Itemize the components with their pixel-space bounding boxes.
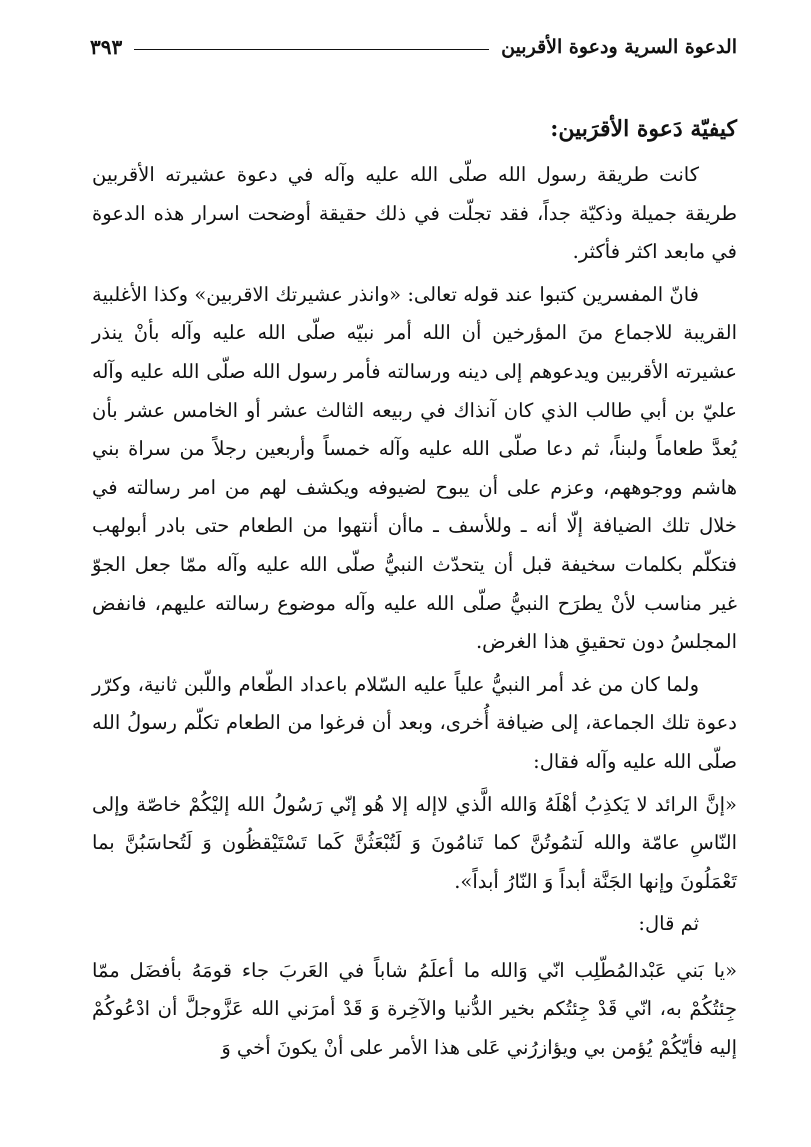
quote-second-speech: «يا بَني عَبْدالمُطّلِب انّي وَالله ما أعلَمُ شاباً في العَربَ جاء قومَهُ بأفضَل ممّا جِئتُكُمْ به، انّي قَدْ جِئتُكم بخير الدُّنيا والآخِرة وَ قَدْ أمرَني الله عَزَّوجلَّ أن ادْعُوكُمْ إليه فأيّكُمْ يُؤمن بي ويؤازرُني عَلى هذا الأمر على أنْ يكونَ أخي وَ <box>92 958 737 1060</box>
section-heading: كيفيّة دَعوة الأقرَبين: <box>550 116 737 142</box>
running-title: الدعوة السرية ودعوة الأقربين <box>501 36 737 58</box>
paragraph-intro: كانت طريقة رسول الله صلّى الله عليه وآله في دعوة عشيرته الأقربين طريقة جميلة وذكيّة جداً، فقد تجلّت في ذلك حقيقة أوضحت اسرار هذه الدعوة في مابعد اكثر فأكثر. <box>92 163 737 264</box>
quote-first-speech: «إنَّ الرائد لا يَكذِبُ أهْلَهُ وَالله الَّذي لاإله إلا هُو إنّي رَسُولُ الله إليْكُمْ خاصّة وإلى النّاسِ عامّة والله لَتمُوتُنَّ كما تَنامُونَ وَ لَتُبْعَثُنَّ كَما تَسْتَيْقظُون وَ لَتُحاسَبُنَّ بما تَعْمَلُونَ وإنها الجَنَّة أبداً وَ النّارُ أبداً». <box>92 792 737 893</box>
page-number: ٣٩٣ <box>90 35 123 59</box>
paragraph-then-said: ثم قال: <box>638 912 699 936</box>
running-header <box>90 30 737 64</box>
page-body <box>92 110 737 1072</box>
paragraph-second-day: ولما كان من غد أمر النبيُّ علياً عليه السّلام باعداد الطّعام واللّبن ثانية، وكرّر دعوة تلك الجماعة، إلى ضيافة أُخرى، وبعد أن فرغوا من الطعام تكلّم رسولُ الله صلّى الله عليه وآله فقال: <box>92 672 737 773</box>
paragraph-narrative: فانّ المفسرين كتبوا عند قوله تعالى: «وانذر عشيرتك الاقربين» وكذا الأغلبية القريبة للاجماع منَ المؤرخين أن الله أمر نبيّه صلّى الله عليه وآله بأنْ ينذر عشيرته الأقربين ويدعوهم إلى دينه ورسالته فأمر رسول الله صلّى الله عليه وآله عليّ بن أبي طالب الذي كان آنذاك في ربيعه الثالث عشر أو الخامس عشر بأن يُعدَّ طعاماً ولبناً، ثم دعا صلّى الله عليه وآله خمساً وأربعين رجلاً من سراة بني هاشم ووجوههم، وعزم على أن يبوح لضيوفه ويكشف لهم من امر رسالته في خلال تلك الضيافة إلّا أنه ـ وللأسف ـ ماأن أنتهوا من الطعام حتى بادر أبولهب فتكلّم بكلمات سخيفة قبل أن يتحدّث النبيُّ صلّى الله عليه وآله ممّا جعل الجوّ غير مناسب لأنْ يطرَح النبيُّ صلّى الله عليه وآله موضوع رسالته عليهم، فانفض المجلسُ دون تحقيقِ هذا الغرض. <box>92 282 737 654</box>
header-rule <box>134 49 489 50</box>
